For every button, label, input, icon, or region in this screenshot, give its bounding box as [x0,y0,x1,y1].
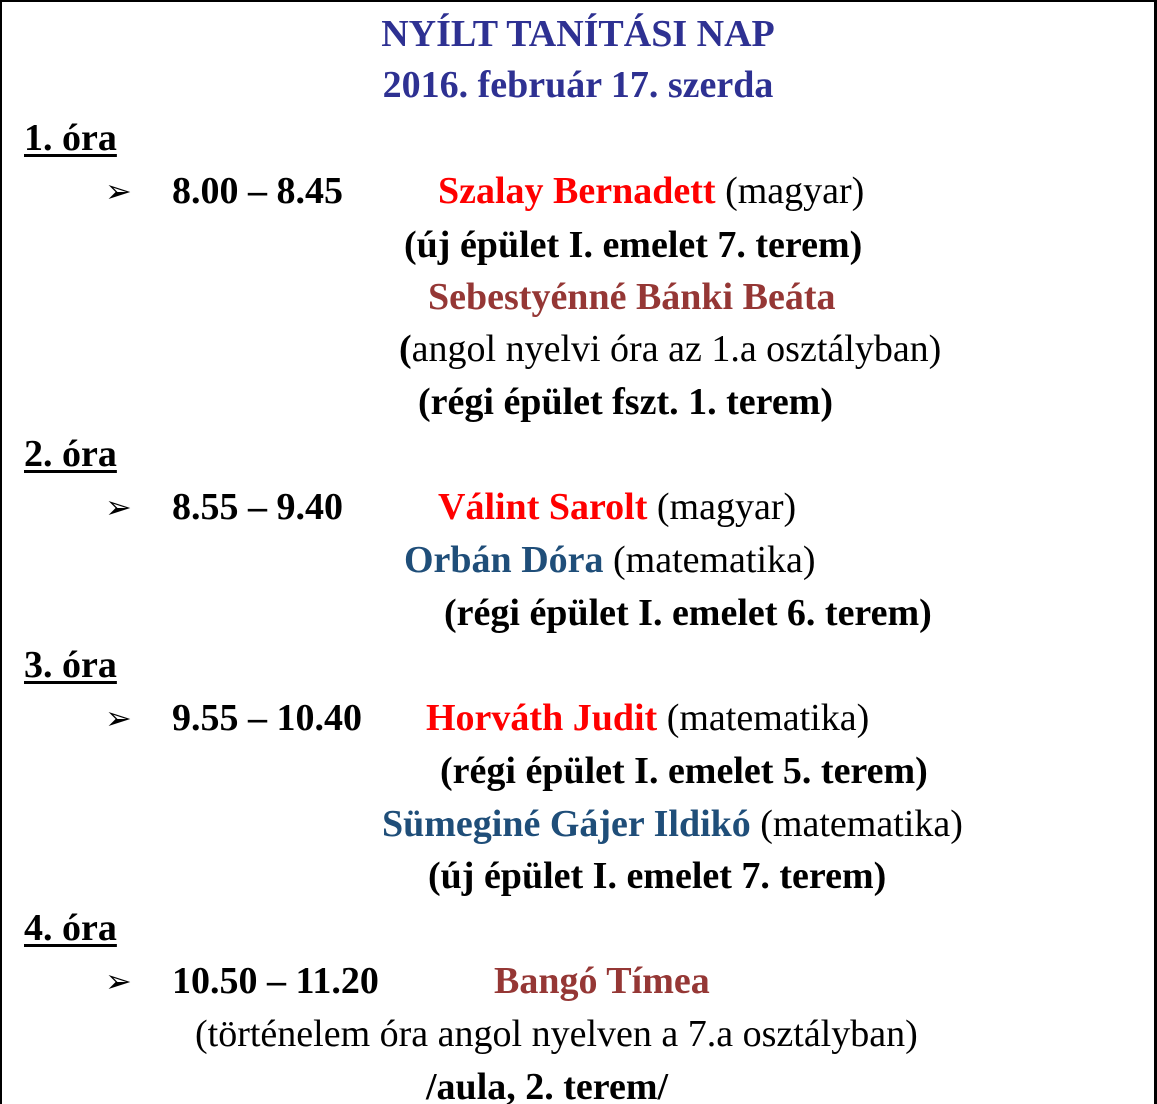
lesson-1-teacher-1-room: (új épület I. emelet 7. terem) [404,224,863,266]
lesson-3-teacher-1-room: (régi épület I. emelet 5. terem) [440,750,928,792]
lesson-4-teacher-1-name [494,962,710,1000]
lesson-4-teacher-1-name-text: Bangó Tímea [494,960,710,1002]
document-title: NYÍLT TANÍTÁSI NAP [381,13,775,55]
lesson-4-teacher-1-subject: (történelem óra angol nyelven a 7.a osztályban) [195,1013,918,1055]
lesson-2-heading: 2. óra [24,433,117,475]
lesson-2-teacher-2 [404,541,816,579]
lesson-2-teacher-1 [438,488,796,526]
lesson-1-teacher-2-subject-text: angol nyelvi óra az 1.a osztályban) [411,328,942,370]
lesson-3-teacher-2-room: (új épület I. emelet 7. terem) [428,855,887,897]
lesson-1-teacher-2-room: (régi épület fszt. 1. terem) [418,381,833,423]
lesson-1-teacher-1-subject: (magyar) [725,170,865,212]
lesson-3-teacher-1-subject: (matematika) [666,697,870,739]
lesson-3-teacher-1-name: Horváth Judit [426,697,658,739]
lesson-2-teacher-1-subject: (magyar) [656,486,797,528]
lesson-2-teacher-1-name: Válint Sarolt [438,486,648,528]
lesson-3-arrow-icon: ➢ [105,699,132,737]
lesson-3-teacher-2-subject: (matematika) [760,803,963,845]
lesson-4-time: 10.50 – 11.20 [172,960,379,1002]
lesson-1-time: 8.00 – 8.45 [172,170,343,212]
lesson-3-teacher-2-name: Sümeginé Gájer Ildikó [382,803,751,845]
lesson-1-teacher-1-name: Szalay Bernadett [438,170,716,212]
lesson-2-time: 8.55 – 9.40 [172,486,343,528]
lesson-3-teacher-2 [382,805,963,843]
lesson-1-teacher-1 [438,172,864,210]
lesson-3-time: 9.55 – 10.40 [172,697,362,739]
lesson-1-teacher-2-subject [399,330,941,368]
lesson-1-heading: 1. óra [24,117,117,159]
lesson-4-arrow-icon: ➢ [105,962,132,1000]
lesson-4-heading: 4. óra [24,907,117,949]
lesson-1-arrow-icon: ➢ [105,172,132,210]
lesson-2-teacher-2-subject: (matematika) [613,539,816,581]
lesson-2-teacher-2-name: Orbán Dóra [404,539,604,581]
document-date: 2016. február 17. szerda [382,64,774,106]
lesson-1-teacher-2-subject-paren: ( [399,328,412,370]
lesson-2-room: (régi épület I. emelet 6. terem) [444,592,932,634]
lesson-2-arrow-icon: ➢ [105,488,132,526]
lesson-3-teacher-1 [426,699,869,737]
lesson-3-heading: 3. óra [24,644,117,686]
lesson-1-teacher-2-name [428,278,835,316]
lesson-1-teacher-2-name-text: Sebestyénné Bánki Beáta [428,276,836,318]
lesson-4-room: /aula, 2. terem/ [426,1066,669,1104]
